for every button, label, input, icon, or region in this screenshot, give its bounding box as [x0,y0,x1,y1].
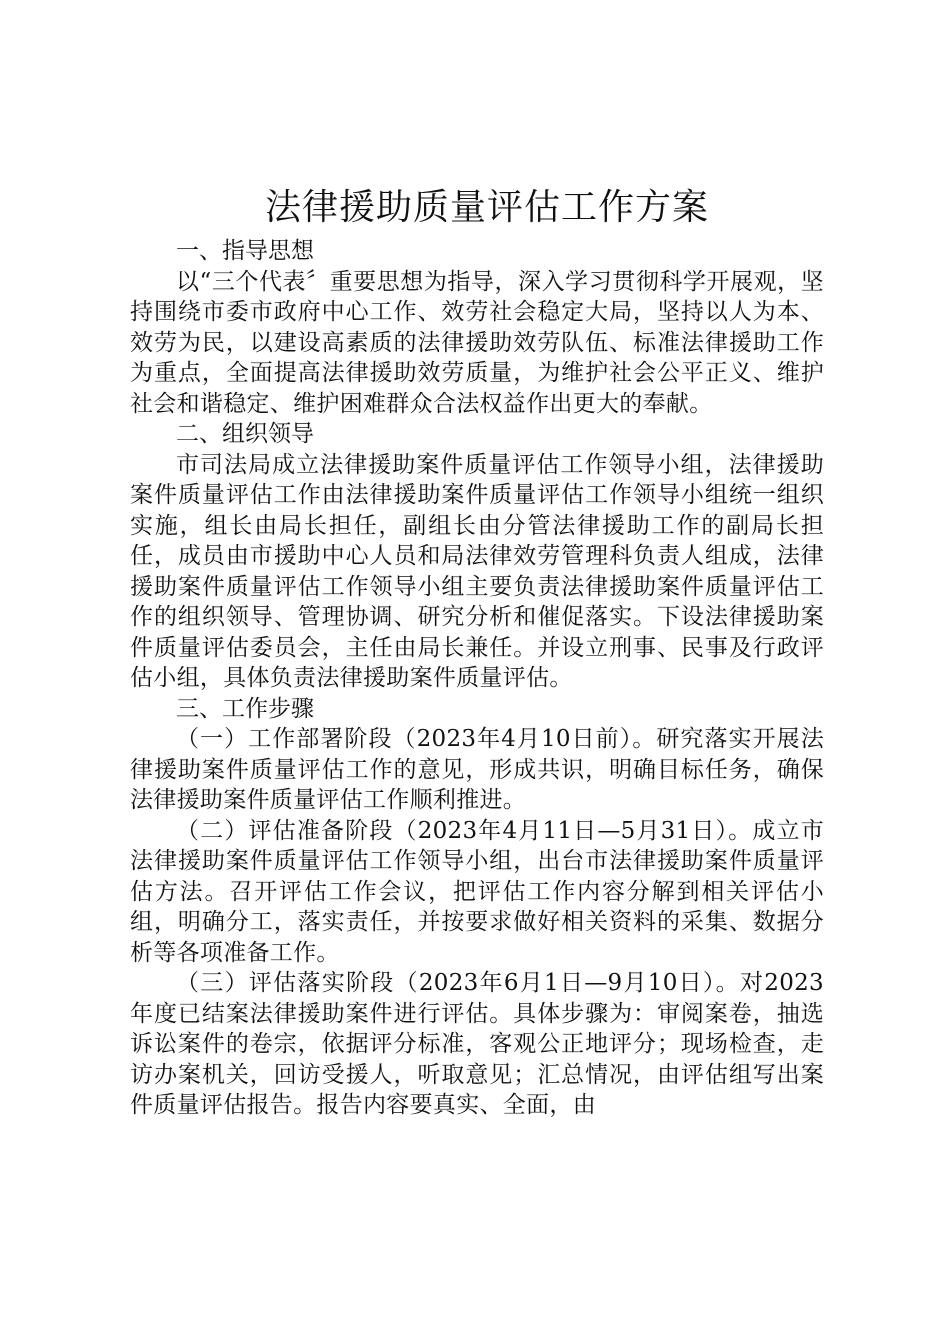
section-heading-guiding-thought: 一、指导思想 [176,238,314,264]
paragraph-step-3: （三）评估落实阶段（2023年6月1日—9月10日）。对2023年度已结案法律援助案件进行评估。具体步骤为：审阅案卷，抽选诉讼案件的卷宗，依据评分标准，客观公正地评分；现场检查，走访办案机关，回访受援人，听取意见；汇总情况，由评估组写出案件质量评估报告。报告内容要真实、全面，由 [130,970,824,1118]
paragraph-guiding-thought: 以“三个代表〞重要思想为指导，深入学习贯彻科学开展观，坚持围绕市委市政府中心工作、效劳社会稳定大局，坚持以人为本、效劳为民，以建设高素质的法律援助效劳队伍、标准法律援助工作为重点，全面提高法律援助效劳质量，为维护社会公平正义、维护社会和谐稳定、维护困难群众合法权益作出更大的奉献。 [130,268,824,417]
document-title: 法律援助质量评估工作方案 [264,187,709,228]
paragraph-step-2: （二）评估准备阶段（2023年4月11日—5月31日）。成立市法律援助案件质量评估工作领导小组，出台市法律援助案件质量评估方法。召开评估工作会议，把评估工作内容分解到相关评估小组，明确分工，落实责任，并按要求做好相关资料的采集、数据分析等各项准备工作。 [130,817,824,966]
document-page [130,180,824,1121]
section-heading-organization: 二、组织领导 [176,421,314,447]
paragraph-organization: 市司法局成立法律援助案件质量评估工作领导小组，法律援助案件质量评估工作由法律援助案件质量评估工作领导小组统一组织实施，组长由局长担任，副组长由分管法律援助工作的副局长担任，成员由市援助中心人员和局法律效劳管理科负责人组成，法律援助案件质量评估工作领导小组主要负责法律援助案件质量评估工作的组织领导、管理协调、研究分析和催促落实。下设法律援助案件质量评估委员会，主任由局长兼任。并设立刑事、民事及行政评估小组，具体负责法律援助案件质量评估。 [130,451,824,691]
section-heading-work-steps: 三、工作步骤 [176,695,314,722]
paragraph-step-1: （一）工作部署阶段（2023年4月10日前）。研究落实开展法律援助案件质量评估工作的意见，形成共识，明确目标任务，确保法律援助案件质量评估工作顺利推进。 [130,726,824,813]
